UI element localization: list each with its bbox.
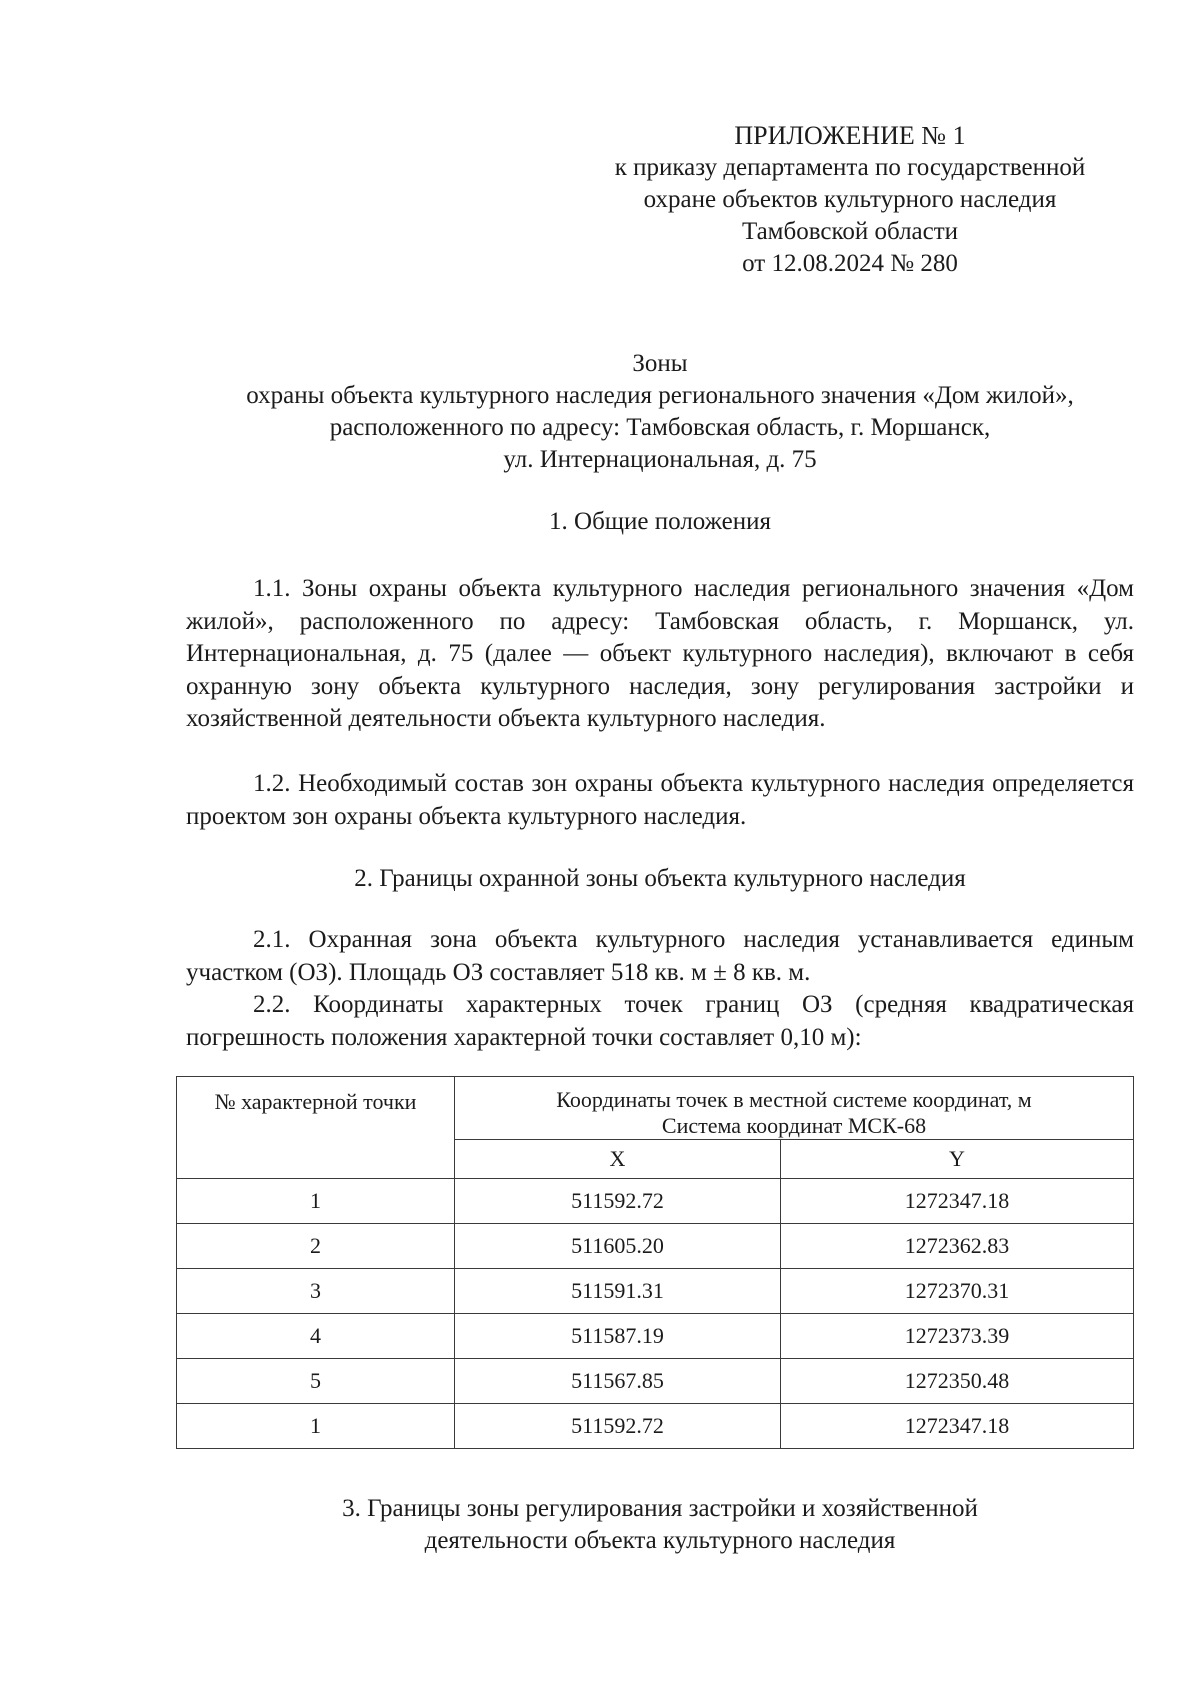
point-number-cell: 1: [177, 1179, 455, 1224]
paragraph-2-1: 2.1. Охранная зона объекта культурного наследия устанавливается единым участком (ОЗ). Площадь ОЗ составляет 518 кв. м ± 8 кв. м.: [186, 926, 1134, 986]
document-title-line: охраны объекта культурного наследия регионального значения «Дом жилой»,: [246, 382, 1074, 409]
point-number-cell: 5: [177, 1359, 455, 1404]
table-row: [177, 1224, 1134, 1269]
table-row: [177, 1179, 1134, 1224]
paragraph-1-1: 1.1. Зоны охраны объекта культурного наследия регионального значения «Дом жилой», расположенного по адресу: Тамбовская область, г. Моршанск, ул. Интернациональная, д. 75 (далее — объект культурного наследия), включают в себя охранную зону объекта культурного наследия, зону регулирования застройки и хозяйственной деятельности объекта культурного наследия.: [186, 575, 1134, 732]
document-title-line: расположенного по адресу: Тамбовская область, г. Моршанск,: [329, 414, 991, 441]
coordinates-table: [176, 1076, 1134, 1449]
column-header-x: X: [455, 1140, 781, 1179]
section-1-heading: 1. Общие положения: [549, 508, 771, 535]
column-header-y: Y: [781, 1140, 1134, 1179]
column-header-coordinates: [455, 1077, 1134, 1140]
section-3-heading-line: 3. Границы зоны регулирования застройки и хозяйственной: [342, 1495, 978, 1522]
coordinates-header-line: Координаты точек в местной системе координат, м: [556, 1087, 1032, 1112]
section-3-heading-line: деятельности объекта культурного наследия: [424, 1527, 896, 1554]
paragraph-2-2: 2.2. Координаты характерных точек границ ОЗ (средняя квадратическая погрешность положения характерной точки составляет 0,10 м):: [186, 991, 1134, 1051]
table-row: [177, 1314, 1134, 1359]
section-2-heading: 2. Границы охранной зоны объекта культурного наследия: [354, 865, 966, 892]
point-number-cell: 4: [177, 1314, 455, 1359]
y-coordinate-cell: 1272373.39: [781, 1314, 1134, 1359]
appendix-line: Тамбовской области: [741, 218, 959, 245]
x-coordinate-cell: 511592.72: [455, 1179, 781, 1224]
x-coordinate-cell: 511591.31: [455, 1269, 781, 1314]
point-number-cell: 1: [177, 1404, 455, 1449]
y-coordinate-cell: 1272362.83: [781, 1224, 1134, 1269]
appendix-title: ПРИЛОЖЕНИЕ № 1: [734, 121, 966, 150]
document-title-line: ул. Интернациональная, д. 75: [503, 446, 817, 473]
x-coordinate-cell: 511592.72: [455, 1404, 781, 1449]
point-number-cell: 2: [177, 1224, 455, 1269]
section-3-heading: [180, 1493, 1140, 1557]
x-coordinate-cell: 511567.85: [455, 1359, 781, 1404]
y-coordinate-cell: 1272347.18: [781, 1404, 1134, 1449]
y-coordinate-cell: 1272370.31: [781, 1269, 1134, 1314]
appendix-line: к приказу департамента по государственной: [614, 154, 1086, 181]
table-row: [177, 1404, 1134, 1449]
coordinate-system-label: Система координат МСК-68: [661, 1113, 927, 1138]
column-header-point: № характерной точки: [177, 1077, 455, 1179]
paragraph-1-2: 1.2. Необходимый состав зон охраны объекта культурного наследия определяется проектом зон охраны объекта культурного наследия.: [186, 770, 1134, 830]
appendix-date-number: от 12.08.2024 № 280: [742, 250, 958, 277]
y-coordinate-cell: 1272350.48: [781, 1359, 1134, 1404]
x-coordinate-cell: 511605.20: [455, 1224, 781, 1269]
table-row: [177, 1269, 1134, 1314]
point-number-cell: 3: [177, 1269, 455, 1314]
appendix-line: охране объектов культурного наследия: [643, 186, 1057, 213]
table-row: [177, 1359, 1134, 1404]
y-coordinate-cell: 1272347.18: [781, 1179, 1134, 1224]
document-title: [180, 348, 1140, 476]
x-coordinate-cell: 511587.19: [455, 1314, 781, 1359]
document-title-line: Зоны: [632, 350, 688, 377]
appendix-header: [570, 120, 1130, 280]
